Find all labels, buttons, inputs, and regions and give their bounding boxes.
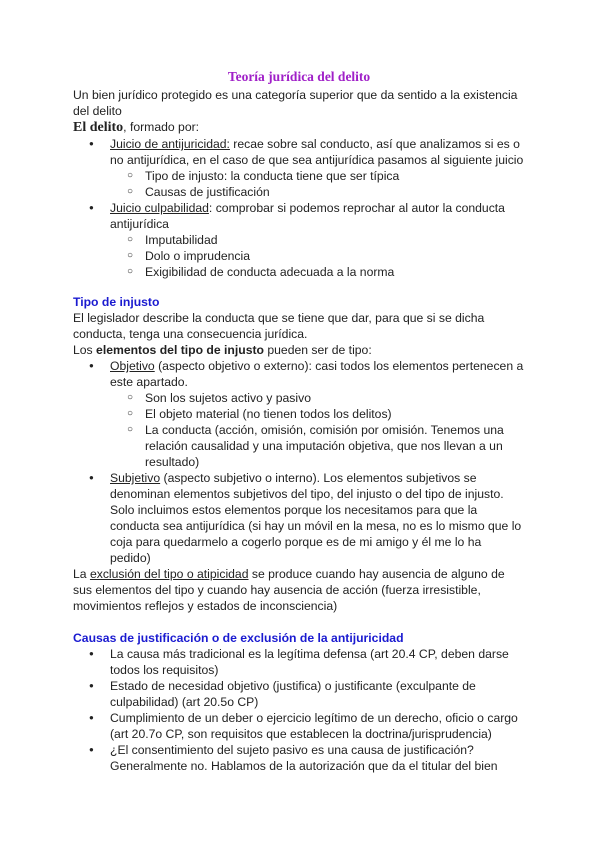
sub-list	[110, 168, 525, 200]
sub-item: ○ La conducta (acción, omisión, comisión por omisión. Tenemos una relación causalidad y una imputación objetiva, que nos llevan a un resultado)	[73, 422, 525, 470]
text-span: Los	[73, 343, 97, 357]
list-item	[73, 136, 525, 200]
list-item	[73, 200, 525, 280]
exclusion-paragraph	[73, 566, 525, 614]
tipo-paragraph-2	[73, 342, 525, 358]
sub-list	[110, 232, 525, 280]
sub-item: ○ Exigibilidad de conducta adecuada a la norma	[73, 264, 525, 280]
sub-item: ○ El objeto material (no tienen todos los delitos)	[73, 406, 525, 422]
item-text: recae sobre sal conducto, así que analizamos si es o no antijurídica, en el caso de que sea antijurídica pasamos al siguiente juicio	[110, 137, 524, 167]
causas-list	[73, 646, 525, 774]
document-page	[73, 68, 525, 774]
list-item	[73, 358, 525, 470]
delito-rest: , formado por:	[123, 120, 200, 134]
spacer	[73, 280, 525, 294]
spacer	[73, 614, 525, 630]
item-text: : comprobar si podemos reprochar al autor la conducta antijurídica	[110, 201, 505, 231]
sub-item: ○ Tipo de injusto: la conducta tiene que ser típica	[73, 168, 525, 184]
list-item: ● Estado de necesidad objetivo (justifica) o justificante (exculpante de culpabilidad) (art 20.5o CP)	[73, 678, 525, 710]
list-item: ● Cumplimiento de un deber o ejercicio legítimo de un derecho, oficio o cargo (art 20.7o CP, son requisitos que establecen la doctrina/jurisprudencia)	[73, 710, 525, 742]
text-span: pueden ser de tipo:	[263, 343, 372, 357]
sub-item: ○ Imputabilidad	[73, 232, 525, 248]
delito-label: El delito	[73, 120, 124, 135]
intro-paragraph: Un bien jurídico protegido es una categoría superior que da sentido a la existencia del delito	[73, 88, 518, 118]
sub-list	[110, 390, 525, 470]
section-heading-causas: Causas de justificación o de exclusión de la antijuricidad	[73, 631, 404, 645]
item-lead: Subjetivo	[110, 471, 161, 485]
document-title: Teoría jurídica del delito	[227, 69, 371, 84]
list-item: ● ¿El consentimiento del sujeto pasivo es una causa de justificación? Generalmente no. Hablamos de la autorización que da el titular del bien	[73, 742, 525, 774]
delito-list	[73, 136, 525, 280]
tipo-paragraph-1: El legislador describe la conducta que se tiene que dar, para que si se dicha conducta, tenga una consecuencia jurídica.	[73, 311, 485, 341]
item-lead: Juicio culpabilidad	[110, 201, 209, 215]
list-item: ● La causa más tradicional es la legítima defensa (art 20.4 CP, deben darse todos los requisitos)	[73, 646, 525, 678]
tipo-list	[73, 358, 525, 566]
delito-line	[73, 119, 525, 136]
item-lead: Objetivo	[110, 359, 155, 373]
bold-text: elementos del tipo de injusto	[96, 343, 264, 357]
text-span: se produce cuando hay ausencia de alguno de sus elementos del tipo y cuando hay ausencia de acción (fuerza irresistible, movimientos reflejos y estados de inconsciencia)	[73, 567, 505, 613]
underlined-text: exclusión del tipo o atipicidad	[89, 567, 249, 581]
text-span: La	[73, 567, 90, 581]
item-lead: Juicio de antijuricidad:	[110, 137, 230, 151]
sub-item: ○ Son los sujetos activo y pasivo	[73, 390, 525, 406]
sub-item: ○ Dolo o imprudencia	[73, 248, 525, 264]
sub-item: ○ Causas de justificación	[73, 184, 525, 200]
item-text: (aspecto subjetivo o interno). Los elementos subjetivos se denominan elementos subjetivos del tipo, del injusto o del tipo de injusto. Solo incluimos estos elementos porque los necesitamos para que la conducta sea antijurídica (si hay un móvil en la mesa, no es lo mismo que lo coja para quedarmelo a cogerlo porque es de mi amigo y él me lo ha pedido)	[110, 471, 522, 565]
item-text: (aspecto objetivo o externo): casi todos los elementos pertenecen a este apartado.	[110, 359, 524, 389]
section-heading-tipo: Tipo de injusto	[73, 295, 160, 309]
list-item	[73, 470, 525, 566]
